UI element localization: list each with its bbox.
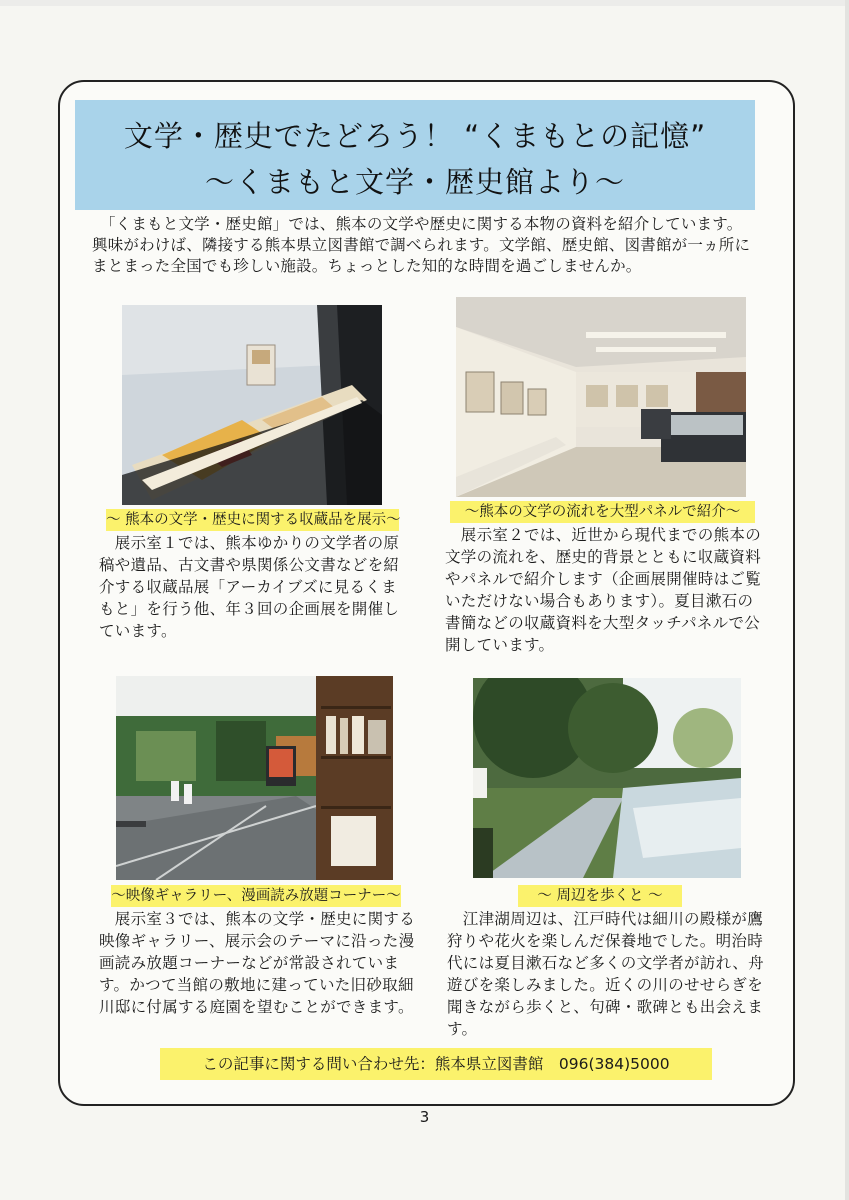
photo-exhibition-room-1 <box>122 305 382 505</box>
intro-text: 「くまもと文学・歴史館」では、熊本の文学や歴史に関する本物の資料を紹介しています。興味がわけば、隣接する熊本県立図書館で調べられます。文学館、歴史館、図書館が一ヵ所にまとまった全国でも珍しい施設。ちょっとした知的な時間を過ごしませんか。 <box>92 215 751 275</box>
section-body-4 <box>447 908 769 1040</box>
title-line-2: ～くまもと文学・歴史館より～ <box>204 165 625 199</box>
section-body-2 <box>445 524 767 656</box>
section-caption-1: ～ 熊本の文学・歴史に関する収蔵品を展示～ <box>106 509 399 531</box>
intro-paragraph <box>92 214 752 277</box>
section-body-3 <box>99 908 421 1018</box>
section-caption-4: ～ 周辺を歩くと ～ <box>518 885 682 907</box>
section-caption-3: ～映像ギャラリー、漫画読み放題コーナー～ <box>111 885 401 907</box>
section-body-1 <box>99 532 411 642</box>
page-edge <box>0 0 849 6</box>
section-text-2: 展示室２では、近世から現代までの熊本の文学の流れを、歴史的背景とともに収蔵資料やパネルで紹介します（企画展開催時はご覧いただけない場合もあります）。夏目漱石の書簡などの収蔵資料を大型タッチパネルで公開しています。 <box>445 526 762 654</box>
title-line-1: 文学・歴史でたどろう！ “くまもとの記憶” <box>123 119 707 153</box>
photo-video-gallery <box>116 676 393 880</box>
photo-exhibition-room-2 <box>456 297 746 497</box>
photo-walking-path <box>473 678 741 878</box>
title-banner <box>75 100 755 210</box>
section-text-4: 江津湖周辺は、江戸時代は細川の殿様が鷹狩りや花火を楽しんだ保養地でした。明治時代には夏目漱石など多くの文学者が訪れ、舟遊びを楽しみました。近くの川のせせらぎを聞きながら歩くと、句碑・歌碑とも出会えます。 <box>447 910 764 1038</box>
contact-banner: この記事に関する問い合わせ先：熊本県立図書館 096(384)5000 <box>160 1048 712 1080</box>
section-caption-2: ～熊本の文学の流れを大型パネルで紹介～ <box>450 501 755 523</box>
section-text-1: 展示室１では、熊本ゆかりの文学者の原稿や遺品、古文書や県関係公文書などを紹介する収蔵品展「アーカイブズに見るくまもと」を行う他、年３回の企画展を開催しています。 <box>99 534 400 640</box>
section-text-3: 展示室３では、熊本の文学・歴史に関する映像ギャラリー、展示会のテーマに沿った漫画読み放題コーナーなどが常設されています。かつて当館の敷地に建っていた旧砂取細川邸に付属する庭園を望むことができます。 <box>99 910 416 1016</box>
page-number: 3 <box>419 1108 430 1126</box>
page-edge <box>845 0 849 1200</box>
